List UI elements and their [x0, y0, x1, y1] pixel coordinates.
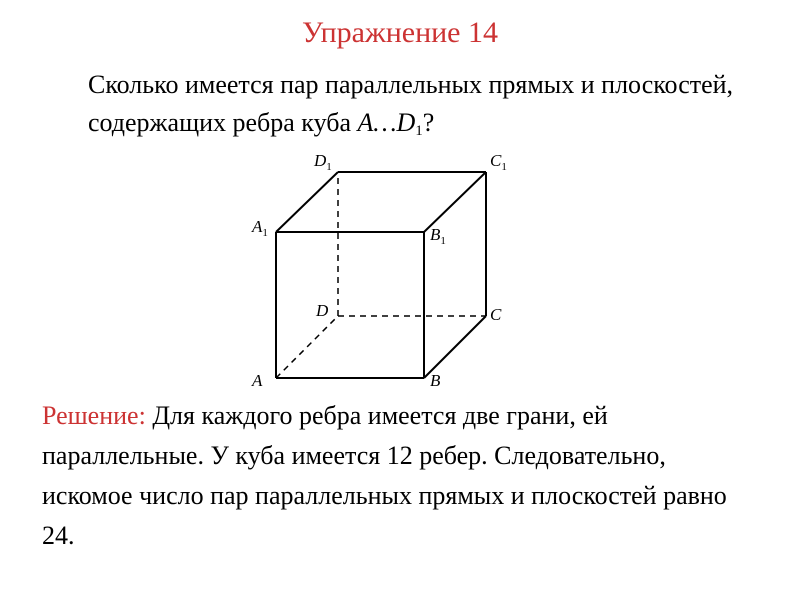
label-c1: $C_1$	[490, 151, 507, 173]
exercise-title: Упражнение 14	[302, 16, 498, 49]
question-body: Сколько имеется пар параллельных прямых и плоскостей, содержащих ребра куба	[88, 70, 734, 137]
edge-b1-c1	[424, 172, 486, 232]
label-d1: $D_1$	[314, 151, 332, 173]
label-c: C	[490, 305, 502, 324]
question-math-main: A…D	[357, 108, 416, 137]
question-math-subscript: 1	[415, 123, 423, 139]
solution-label: Решение:	[42, 401, 146, 430]
edge-a1-d1	[276, 172, 338, 232]
edge-b-c	[424, 316, 486, 378]
question-math	[358, 108, 423, 137]
label-b: B	[430, 371, 441, 390]
question-text	[88, 66, 768, 142]
label-a: A	[252, 371, 263, 390]
label-b1: $B_1$	[430, 225, 446, 247]
cube-diagram	[240, 146, 530, 396]
solution-body: Для каждого ребра имеется две грани, ей параллельные. У куба имеется 12 ребер. Следовательно, искомое число пар параллельных прямых и плоскостей равно 24.	[42, 401, 727, 550]
question-mark: ?	[422, 108, 435, 137]
label-a1: $A_1$	[252, 217, 268, 239]
solution-text	[42, 396, 762, 556]
edge-a-d-hidden	[276, 316, 338, 378]
label-d: D	[316, 301, 329, 320]
